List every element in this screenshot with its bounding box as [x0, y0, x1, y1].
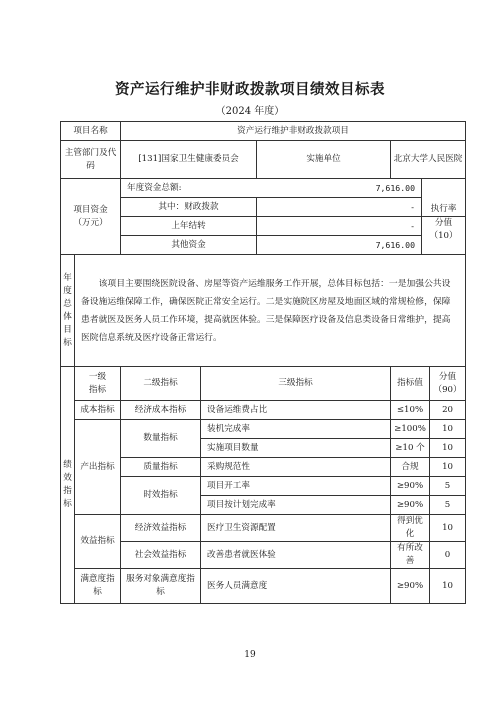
overview-row [61, 255, 466, 367]
header-level1-line2: 指标 [88, 384, 107, 395]
funding-row-other [61, 236, 466, 255]
header-value: 指标值 [391, 367, 430, 401]
metric-level3: 装机完成率 [201, 420, 391, 439]
page-title: 资产运行维护非财政拨款项目绩效目标表 [115, 81, 385, 98]
metrics-side-label [61, 367, 75, 604]
metric-row [61, 420, 466, 439]
funding-row-carryover [61, 217, 466, 236]
implementing-unit-label: 实施单位 [257, 141, 391, 179]
metrics-side-char: 绩 [63, 460, 72, 470]
satisfaction-level1-line2: 标 [93, 587, 102, 597]
metric-level3: 项目按计划完成率 [201, 496, 391, 515]
metric-value: ≥10 个 [391, 439, 430, 458]
funding-label [61, 179, 121, 255]
cost-level1: 成本指标 [75, 401, 121, 420]
header-level3: 三级指标 [201, 367, 391, 401]
overview-text: 该项目主要围绕医院设备、房屋等资产运维服务工作开展，总体目标包括：一是加强公共设备设施运维保障工作，确保医院正常安全运行。二是实施院区房屋及地面区域的常规检修，保障患者就医及医务人员工作环境，提高就医体验。三是保障医疗设备及信息类设备日常维护，提高医院信息系统及医疗设备正常运行。 [75, 255, 466, 367]
metric-level3: 医疗卫生资源配置 [201, 515, 391, 542]
benefit-level1: 效益指标 [75, 515, 121, 569]
score-label: 分值（10） [422, 217, 466, 255]
cost-level2: 经济成本指标 [121, 401, 201, 420]
page-number: 19 [244, 650, 256, 660]
page-year: （2024 年度） [215, 106, 285, 117]
metrics-header-row [61, 367, 466, 401]
project-name-label: 项目名称 [61, 122, 121, 141]
carryover-value: - [257, 217, 422, 236]
overview-label-char: 目 [63, 324, 72, 335]
department-row [61, 141, 466, 179]
metric-level3: 采购规范性 [201, 458, 391, 477]
carryover-label: 上年结转 [121, 217, 257, 236]
economic-level2: 经济效益指标 [121, 515, 201, 542]
metric-value: 有所改善 [391, 542, 430, 569]
overview-label-char: 度 [63, 285, 72, 296]
metric-row [61, 458, 466, 477]
metric-row [61, 477, 466, 496]
header-score-line2: （90） [433, 384, 462, 395]
fiscal-appropriation-label: 其中：财政拨款 [121, 198, 257, 217]
funding-label-line1: 项目资金 [73, 204, 108, 215]
implementing-unit-value: 北京大学人民医院 [391, 141, 466, 179]
overview-label-char: 体 [63, 311, 72, 322]
metric-level3: 项目开工率 [201, 477, 391, 496]
header-level1-line1: 一级 [88, 371, 107, 382]
metric-row [61, 542, 466, 569]
metric-score: 5 [430, 496, 466, 515]
fiscal-appropriation-value: - [257, 198, 422, 217]
cost-value: ≤10% [391, 401, 430, 420]
execution-rate-label: 执行率 [422, 179, 466, 217]
metric-value: ≥90% [391, 496, 430, 515]
satisfaction-level2: 服务对象满意度指标 [121, 569, 201, 604]
cost-score: 20 [430, 401, 466, 420]
header-score [430, 367, 466, 401]
project-name-row [61, 122, 466, 141]
cost-level3: 设备运维费占比 [201, 401, 391, 420]
metric-value: ≥90% [391, 569, 430, 604]
annual-total-label: 年度资金总额: [121, 179, 257, 198]
overview-label-char: 总 [63, 298, 72, 309]
metric-score: 10 [430, 439, 466, 458]
funding-row-fiscal [61, 198, 466, 217]
funding-label-line2: （万元） [73, 217, 108, 228]
satisfaction-level1-line1: 满意度指 [80, 574, 115, 584]
metric-value: 合规 [391, 458, 430, 477]
metric-value: ≥90% [391, 477, 430, 496]
funding-row-total [61, 179, 466, 198]
metrics-side-char: 指 [63, 486, 72, 496]
metrics-side-char: 标 [63, 499, 72, 509]
social-level2: 社会效益指标 [121, 542, 201, 569]
overview-label-char: 标 [63, 337, 72, 348]
metric-score: 10 [430, 458, 466, 477]
satisfaction-level1 [75, 569, 121, 604]
other-funds-label: 其他资金 [121, 236, 257, 255]
project-name-value: 资产运行维护非财政拨款项目 [121, 122, 466, 141]
department-value: [131]国家卫生健康委员会 [121, 141, 257, 179]
metric-score: 10 [430, 515, 466, 542]
metric-level3: 实施项目数量 [201, 439, 391, 458]
other-funds-value: 7,616.00 [257, 236, 422, 255]
metric-value: 得到优化 [391, 515, 430, 542]
header-score-line1: 分值 [438, 371, 457, 382]
metric-score: 10 [430, 569, 466, 604]
quality-level2: 质量指标 [121, 458, 201, 477]
metric-row [61, 515, 466, 542]
metric-row [61, 569, 466, 604]
output-level1: 产出指标 [75, 420, 121, 515]
overview-label [61, 255, 75, 367]
metric-score: 0 [430, 542, 466, 569]
header-level2: 二级指标 [121, 367, 201, 401]
performance-table [60, 121, 466, 604]
metric-score: 10 [430, 420, 466, 439]
metric-row [61, 401, 466, 420]
metric-level3: 改善患者就医体验 [201, 542, 391, 569]
metric-score: 5 [430, 477, 466, 496]
header-level1 [75, 367, 121, 401]
timeliness-level2: 时效指标 [121, 477, 201, 515]
metrics-side-char: 效 [63, 473, 72, 483]
metric-value: ≥100% [391, 420, 430, 439]
quantity-level2: 数量指标 [121, 420, 201, 458]
annual-total-value: 7,616.00 [257, 179, 422, 198]
metric-level3: 医务人员满意度 [201, 569, 391, 604]
department-label: 主管部门及代码 [61, 141, 121, 179]
overview-label-char: 年 [63, 272, 72, 283]
